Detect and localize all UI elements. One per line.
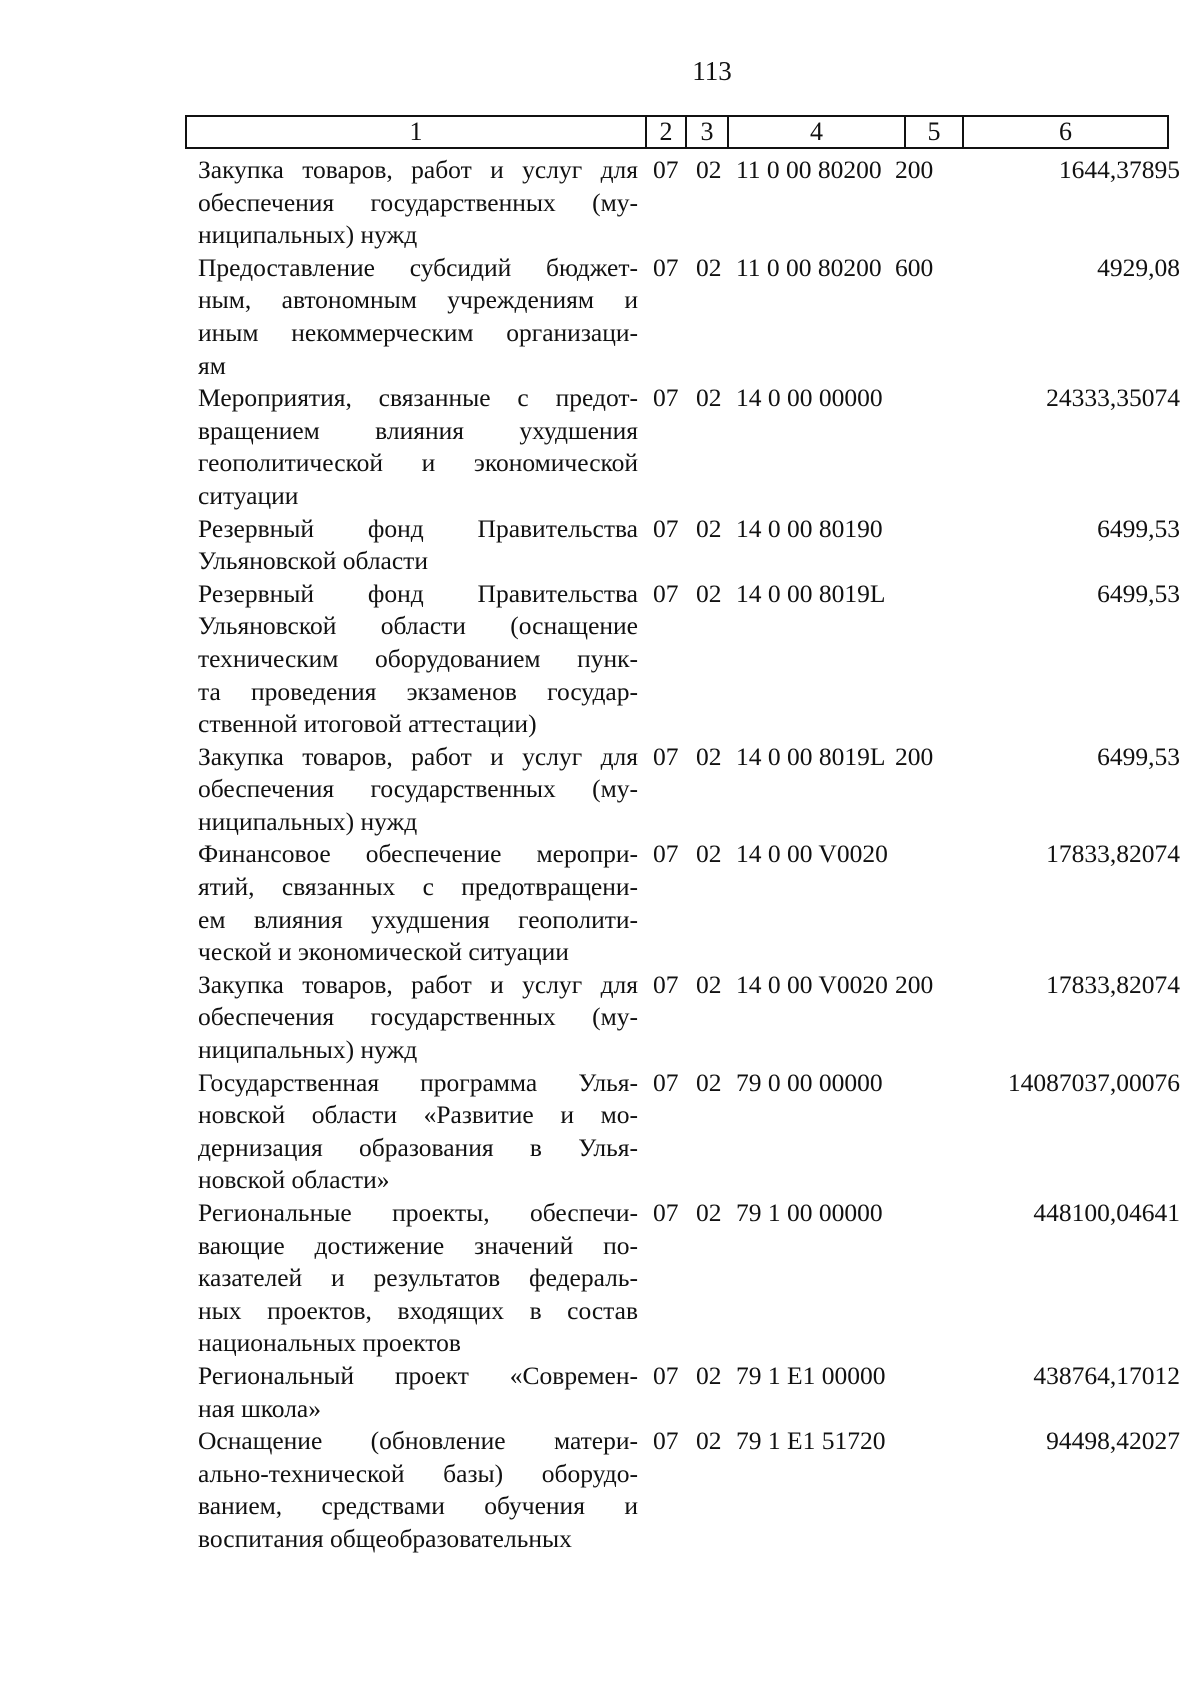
cell-c4: 14 0 00 V0020 <box>736 839 888 869</box>
cell-c3: 02 <box>696 741 722 771</box>
table-row <box>198 1197 1198 1360</box>
description-line: Мероприятия, связанные с предот- <box>198 383 638 413</box>
cell-c3: 02 <box>696 155 722 184</box>
row-description <box>198 741 638 839</box>
description-line: казателей и результатов федераль- <box>198 1263 638 1293</box>
cell-c2: 07 <box>653 1067 679 1097</box>
row-description <box>198 578 638 741</box>
cell-c6: 94498,42027 <box>1046 1426 1180 1456</box>
header-col-4: 4 <box>728 116 905 148</box>
cell-c4: 14 0 00 8019L <box>736 578 886 608</box>
description-line: ным, автономным учреждениям и <box>198 285 638 315</box>
row-description <box>198 1425 638 1555</box>
cell-c6: 24333,35074 <box>1046 383 1180 413</box>
description-line: обеспечения государственных (му- <box>198 1002 638 1032</box>
cell-c4: 14 0 00 00000 <box>736 383 883 413</box>
row-description <box>198 1197 638 1360</box>
description-line: техническим оборудованием пунк- <box>198 643 638 673</box>
table-row <box>198 513 1198 578</box>
cell-c4: 11 0 00 80200 <box>736 252 882 282</box>
description-line: ная школа» <box>198 1393 322 1423</box>
cell-c3: 02 <box>696 578 722 608</box>
cell-c6: 6499,53 <box>1097 741 1180 771</box>
description-line: ниципальных) нужд <box>198 220 418 250</box>
row-description <box>198 382 638 512</box>
description-line: Закупка товаров, работ и услуг для <box>198 155 638 184</box>
description-line: ниципальных) нужд <box>198 806 418 836</box>
description-line: обеспечения государственных (му- <box>198 774 638 804</box>
cell-c4: 14 0 00 8019L <box>736 741 886 771</box>
description-line: ственной итоговой аттестации) <box>198 709 537 739</box>
row-description <box>198 252 638 382</box>
cell-c6: 17833,82074 <box>1046 839 1180 869</box>
description-line: ем влияния ухудшения геополити- <box>198 904 638 934</box>
page-number: 113 <box>692 56 732 86</box>
cell-c6: 438764,17012 <box>1033 1360 1180 1390</box>
description-line: ятий, связанных с предотвращени- <box>198 872 638 902</box>
cell-c6: 4929,08 <box>1097 252 1180 282</box>
cell-c4: 14 0 00 V0020 <box>736 969 888 999</box>
description-line: Резервный фонд Правительства <box>198 513 638 543</box>
cell-c6: 1644,37895 <box>1058 155 1180 184</box>
table-row <box>198 741 1198 839</box>
cell-c5: 600 <box>895 252 934 282</box>
cell-c2: 07 <box>653 252 679 282</box>
cell-c3: 02 <box>696 1426 722 1456</box>
header-col-2: 2 <box>646 116 686 148</box>
header-col-5: 5 <box>905 116 963 148</box>
description-line: Ульяновской области (оснащение <box>198 611 638 641</box>
cell-c4: 79 1 E1 00000 <box>736 1360 886 1390</box>
description-line: ситуации <box>198 480 299 510</box>
description-line: Региональные проекты, обеспечи- <box>198 1198 638 1227</box>
description-line: ческой и экономической ситуации <box>198 937 569 967</box>
cell-c6: 17833,82074 <box>1046 969 1180 999</box>
cell-c5: 200 <box>895 155 934 184</box>
table-row <box>198 969 1198 1067</box>
cell-c6: 6499,53 <box>1097 578 1180 608</box>
table-row <box>198 1360 1198 1425</box>
row-description <box>198 1360 638 1425</box>
row-description <box>198 838 638 968</box>
description-line: ально-технической базы) оборудо- <box>198 1458 638 1488</box>
description-line: ям <box>198 350 226 380</box>
description-line: Региональный проект «Современ- <box>198 1360 638 1390</box>
description-line: иным некоммерческим организаци- <box>198 317 638 347</box>
budget-table-body <box>198 154 1198 1556</box>
cell-c3: 02 <box>696 969 722 999</box>
cell-c6: 6499,53 <box>1097 513 1180 543</box>
cell-c2: 07 <box>653 839 679 869</box>
table-row <box>198 252 1198 382</box>
cell-c2: 07 <box>653 155 679 184</box>
cell-c2: 07 <box>653 969 679 999</box>
description-line: Ульяновской области <box>198 546 428 576</box>
cell-c3: 02 <box>696 1067 722 1097</box>
cell-c3: 02 <box>696 1198 722 1227</box>
row-description <box>198 1067 638 1197</box>
row-description <box>198 969 638 1067</box>
description-line: новской области «Развитие и мо- <box>198 1100 638 1130</box>
description-line: национальных проектов <box>198 1328 461 1358</box>
header-col-3: 3 <box>686 116 728 148</box>
description-line: дернизация образования в Улья- <box>198 1132 638 1162</box>
cell-c5: 200 <box>895 969 934 999</box>
cell-c2: 07 <box>653 1198 679 1227</box>
description-line: Предоставление субсидий бюджет- <box>198 252 638 282</box>
description-line: Закупка товаров, работ и услуг для <box>198 741 638 771</box>
table-row <box>198 382 1198 512</box>
description-line: геополитической и экономической <box>198 448 638 478</box>
cell-c3: 02 <box>696 513 722 543</box>
table-row <box>198 1067 1198 1197</box>
cell-c2: 07 <box>653 383 679 413</box>
header-row <box>186 116 1168 148</box>
column-header-table <box>185 115 1169 149</box>
description-line: воспитания общеобразовательных <box>198 1523 572 1553</box>
table-row <box>198 154 1198 252</box>
header-col-6: 6 <box>963 116 1168 148</box>
description-line: Государственная программа Улья- <box>198 1067 638 1097</box>
cell-c5: 200 <box>895 741 934 771</box>
header-col-1: 1 <box>186 116 646 148</box>
table-row <box>198 578 1198 741</box>
row-description <box>198 513 638 578</box>
description-line: Финансовое обеспечение меропри- <box>198 839 638 869</box>
description-line: Закупка товаров, работ и услуг для <box>198 969 638 999</box>
description-line: ванием, средствами обучения и <box>198 1491 638 1521</box>
cell-c3: 02 <box>696 839 722 869</box>
description-line: обеспечения государственных (му- <box>198 187 638 217</box>
cell-c3: 02 <box>696 252 722 282</box>
cell-c6: 448100,04641 <box>1033 1198 1180 1227</box>
cell-c2: 07 <box>653 1360 679 1390</box>
description-line: вращением влияния ухудшения <box>198 415 638 445</box>
description-line: новской области» <box>198 1165 390 1195</box>
cell-c2: 07 <box>653 578 679 608</box>
cell-c3: 02 <box>696 383 722 413</box>
cell-c4: 79 1 E1 51720 <box>736 1426 886 1456</box>
cell-c2: 07 <box>653 1426 679 1456</box>
cell-c4: 79 1 00 00000 <box>736 1198 883 1227</box>
description-line: ных проектов, входящих в состав <box>198 1295 638 1325</box>
cell-c4: 14 0 00 80190 <box>736 513 883 543</box>
table-row <box>198 1425 1198 1555</box>
description-line: ниципальных) нужд <box>198 1035 418 1065</box>
table-row <box>198 838 1198 968</box>
row-description <box>198 154 638 252</box>
description-line: та проведения экзаменов государ- <box>198 676 638 706</box>
cell-c4: 11 0 00 80200 <box>736 155 882 184</box>
cell-c4: 79 0 00 00000 <box>736 1067 883 1097</box>
description-line: Резервный фонд Правительства <box>198 578 638 608</box>
description-line: Оснащение (обновление матери- <box>198 1426 638 1456</box>
description-line: вающие достижение значений по- <box>198 1230 638 1260</box>
cell-c2: 07 <box>653 741 679 771</box>
cell-c2: 07 <box>653 513 679 543</box>
cell-c6: 14087037,00076 <box>1007 1067 1180 1097</box>
cell-c3: 02 <box>696 1360 722 1390</box>
